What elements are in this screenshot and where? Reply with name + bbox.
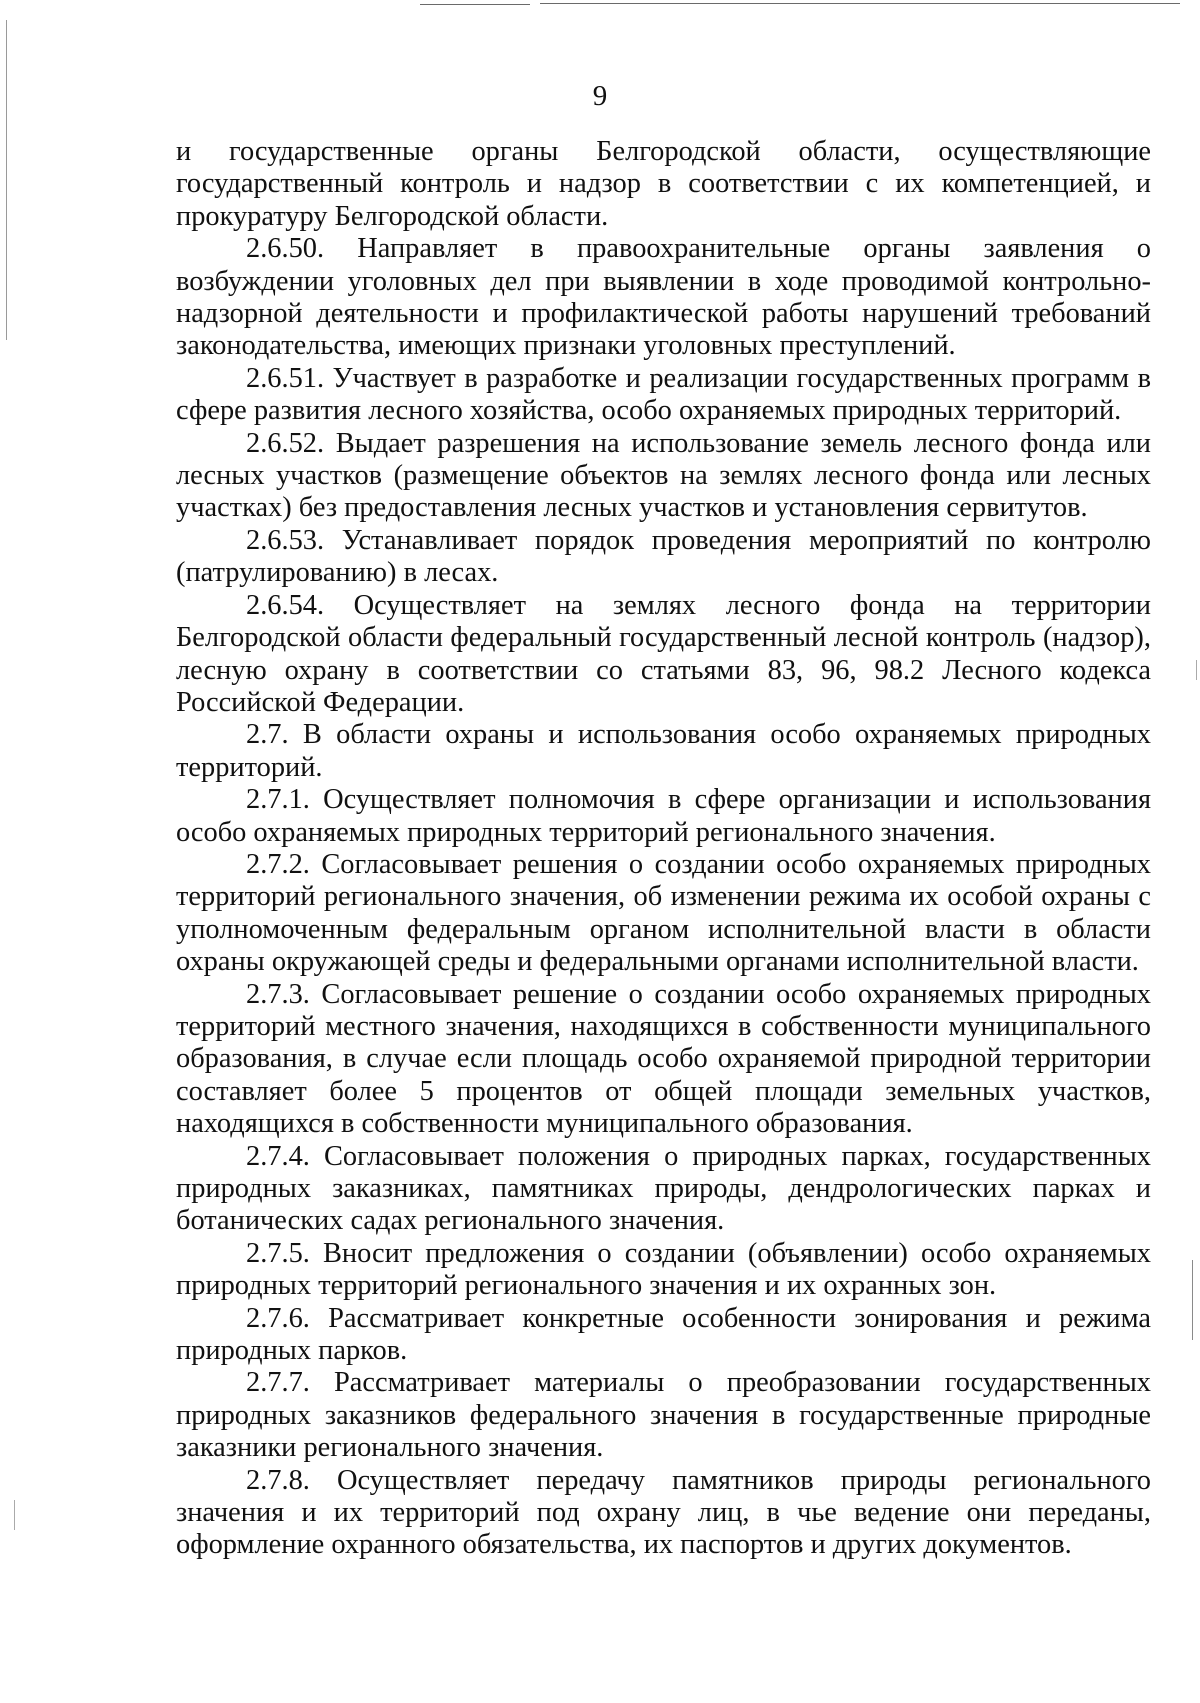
paragraph-2-7-2: 2.7.2. Согласовывает решения о создании особо охраняемых природных территорий регионального значения, об изменении режима их особой охраны с уполномоченным федеральным органом исполнительной власти в области охраны окружающей среды и федеральными органами исполнительной власти. xyxy=(176,848,1151,978)
scan-edge-left-bottom xyxy=(14,1500,15,1530)
paragraph-2-6-54: 2.6.54. Осуществляет на землях лесного фонда на территории Белгородской области федеральный государственный лесной контроль (надзор), лесную охрану в соответствии со статьями 83, 96, 98.2 Лесного кодекса Российской Федерации. xyxy=(176,589,1151,718)
document-body xyxy=(176,136,1151,1562)
paragraph-2-7-1: 2.7.1. Осуществляет полномочия в сфере организации и использования особо охраняемых природных территорий регионального значения. xyxy=(176,784,1151,848)
paragraph-2-7-7: 2.7.7. Рассматривает материалы о преобразовании государственных природных заказников федерального значения в государственные природные заказники регионального значения. xyxy=(176,1367,1151,1464)
paragraph-2-7-4: 2.7.4. Согласовывает положения о природных парках, государственных природных заказниках, памятниках природы, дендрологических парках и ботанических садах регионального значения. xyxy=(176,1140,1151,1237)
scan-edge-right-mid xyxy=(1196,660,1197,680)
paragraph-2-7: 2.7. В области охраны и использования особо охраняемых природных территорий. xyxy=(176,719,1151,783)
scan-edge-left xyxy=(6,20,7,340)
scan-edge-right xyxy=(1192,1260,1193,1340)
paragraph-continuation: и государственные органы Белгородской области, осуществляющие государственный контроль и надзор в соответствии с их компетенцией, и прокуратуру Белгородской области. xyxy=(176,136,1151,232)
paragraph-2-6-50: 2.6.50. Направляет в правоохранительные органы заявления о возбуждении уголовных дел при выявлении в ходе проводимой контрольно-надзорной деятельности и профилактической работы нарушений требований законодательства, имеющих признаки уголовных преступлений. xyxy=(176,233,1151,362)
page-number: 9 xyxy=(592,80,608,112)
paragraph-2-6-51: 2.6.51. Участвует в разработке и реализации государственных программ в сфере развития лесного хозяйства, особо охраняемых природных территорий. xyxy=(176,362,1151,427)
paragraph-2-7-8: 2.7.8. Осуществляет передачу памятников природы регионального значения и их территорий под охрану лиц, в чье ведение они переданы, оформление охранного обязательства, их паспортов и других документов. xyxy=(176,1464,1151,1561)
paragraph-2-7-3: 2.7.3. Согласовывает решение о создании особо охраняемых природных территорий местного значения, находящихся в собственности муниципального образования, в случае если площадь особо охраняемой природной территории составляет более 5 процентов от общей площади земельных участков, находящихся в собственности муниципального образования. xyxy=(176,978,1151,1140)
paragraph-2-6-53: 2.6.53. Устанавливает порядок проведения мероприятий по контролю (патрулированию) в лесах. xyxy=(176,524,1151,589)
paragraph-2-6-52: 2.6.52. Выдает разрешения на использование земель лесного фонда или лесных участков (размещение объектов на землях лесного фонда или лесных участках) без предоставления лесных участков и установления сервитутов. xyxy=(176,427,1151,524)
paragraph-2-7-5: 2.7.5. Вносит предложения о создании (объявлении) особо охраняемых природных территорий регионального значения и их охранных зон. xyxy=(176,1237,1151,1302)
paragraph-2-7-6: 2.7.6. Рассматривает конкретные особенности зонирования и режима природных парков. xyxy=(176,1302,1151,1367)
scan-edge-top-right xyxy=(540,3,1180,4)
scan-edge-top-left xyxy=(420,4,530,5)
